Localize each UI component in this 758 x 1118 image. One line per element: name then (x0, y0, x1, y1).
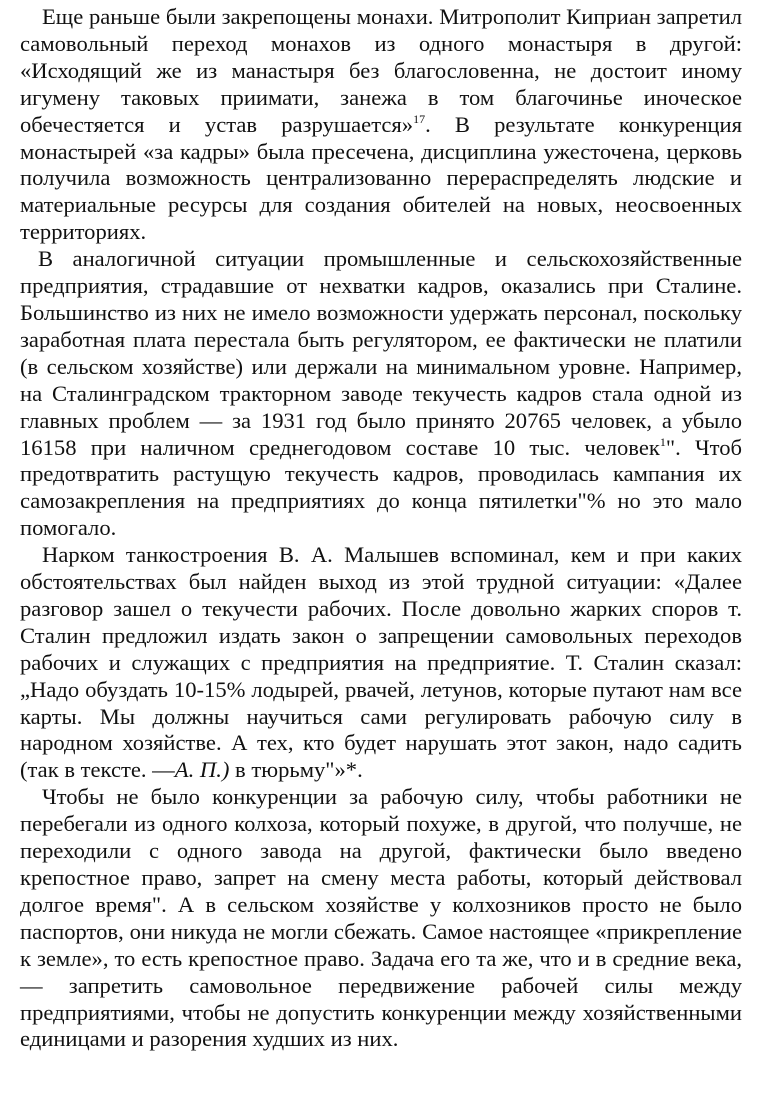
paragraph-text: Еще раньше были закрепощены монахи. Митрополит Киприан запретил самовольный переход монахов из одного монастыря в другой: «Исходящий же из манастыря без благословенна, не достоит иному игумену таковых приимати, занежа в том благочинье иноческое обечестяется и устав разрушается» (20, 4, 742, 137)
paragraph-serfdom (20, 784, 742, 1053)
paragraph-text: В аналогичной ситуации промышленные и сельскохозяйственные предприятия, страдавшие от нехватки кадров, оказались при Сталине. Большинство из них не имело возможности удержать персонал, поскольку заработная плата перестала быть регулятором, ее фактически не платили (в сельском хозяйстве) или держали на минимальном уровне. Например, на Сталинградском тракторном заводе текучесть кадров стала одной из главных проблем — за 1931 год было принято 20765 человек, а убыло 16158 при наличном среднегодовом составе 10 тыс. человек (20, 246, 742, 460)
paragraph-malyshev-quote (20, 542, 742, 784)
paragraph-stalin-enterprises (20, 246, 742, 542)
paragraph-text: ". Чтоб предотвратить растущую текучесть кадров, проводилась кампания их самозакрепления на предприятиях до конца пятилетки"% но это мало помогало. (20, 434, 742, 541)
author-note: А. П.) (174, 757, 230, 783)
footnote-ref: 1 (659, 434, 666, 449)
paragraph-text: Нарком танкостроения В. А. Малышев вспоминал, кем и при каких обстоятельствах был найден выход из этой трудной ситуации: «Далее разговор зашел о текучести рабочих. После довольно жарких споров т. Сталин предложил издать закон о запрещении самовольных переходов рабочих и служащих с предприятия на предприятие. Т. Сталин сказал: „Надо обуздать 10-15% лодырей, рвачей, летунов, которые путают нам все карты. Мы должны научиться сами регулировать рабочую силу в народном хозяйстве. А тех, кто будет нарушать этот закон, надо садить (так в тексте. — (20, 542, 742, 783)
paragraph-text: . В результате конкуренция монастырей «за кадры» была пресечена, дисциплина ужесточена, церковь получила возможность централизованно перераспределять людские и материальные ресурсы для создания обителей на новых, неосвоенных территориях. (20, 111, 742, 245)
paragraph-monks (20, 4, 742, 246)
footnote-ref: 17 (413, 111, 426, 126)
paragraph-text: Чтобы не было конкуренции за рабочую силу, чтобы работники не перебегали из одного колхоза, который похуже, в другой, что получше, не переходили с одного завода на другой, фактически было введено крепостное право, запрет на смену места работы, который действовал долгое время". А в сельском хозяйстве у колхозников просто не было паспортов, они никуда не могли сбежать. Самое настоящее «прикрепление к земле», то есть крепостное право. Задача его та же, что и в средние века, — запретить самовольное передвижение рабочей силы между предприятиями, чтобы не допустить конкуренции между хозяйственными единицами и разорения худших из них. (20, 784, 742, 1052)
paragraph-text: в тюрьму"»*. (229, 757, 363, 783)
